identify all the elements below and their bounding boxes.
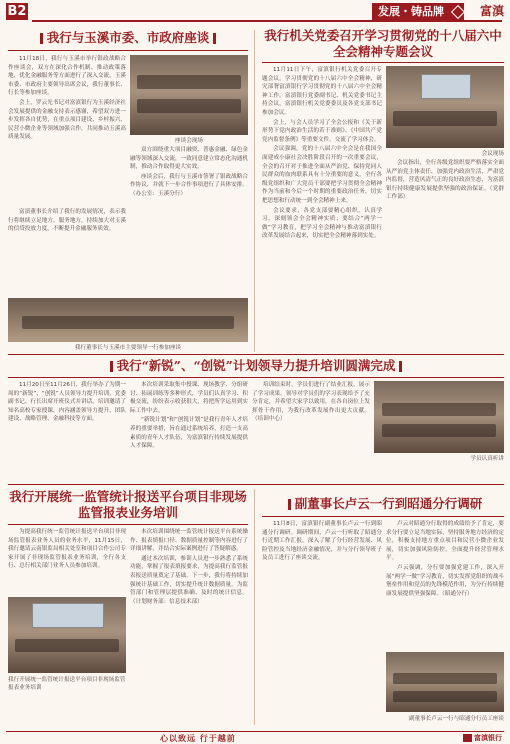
article-2-title-text: 我行机关党委召开学习贯彻党的十八届六中全会精神专题会议 xyxy=(264,28,502,59)
article-4-photo xyxy=(8,597,126,673)
article-1-col-1b xyxy=(8,208,126,298)
article-4-photo-caption: 我行开展统一监管统计报送平台项目非现场监管报表业务培训 xyxy=(8,677,126,691)
article-2-para-5: 会议指出，全行各级党组织要严格落实全面从严治党主体责任，加强党内政治生活，严肃党内监督，营造风清气正的良好政治生态，为富滇银行持续健康发展提供坚强的政治保证。（党群工作部） xyxy=(386,160,504,201)
section-label: 发展・铸品牌 xyxy=(372,3,450,20)
article-1-photo-1-caption: 座谈会现场 xyxy=(175,138,203,144)
article-3-title xyxy=(8,358,504,374)
article-3-para-4: 培训结束时，学员们进行了结业汇报，展示了学习成果。领导对学员们的学习表现给予了充分肯定，并希望大家学以致用，在各自岗位上发挥骨干作用，为我行改革发展作出更大贡献。（培训中心） xyxy=(252,382,370,423)
page-header xyxy=(0,0,510,24)
column-divider-2 xyxy=(254,489,255,725)
article-1-photo-2-caption: 我行董事长与玉溪市主要领导一行参加座谈 xyxy=(74,345,182,351)
title-bar-icon xyxy=(110,361,113,372)
article-3-photo xyxy=(374,381,504,453)
article-4-para-2: 本次培训围绕统一监管统计报送平台系统操作、报表填报口径、数据质量控制等内容进行了详细讲解，并结合实际案例进行了答疑解惑。 xyxy=(130,529,248,553)
article-1-title xyxy=(8,30,248,46)
article-5-photo xyxy=(386,652,504,712)
article-5-title-text: 副董事长卢云一行到昭通分行调研 xyxy=(294,496,483,511)
article-4-title-text: 我行开展统一监管统计报送平台项目非现场监管报表业务培训 xyxy=(9,489,247,520)
article-4-title xyxy=(8,489,248,521)
article-2-para-2: 会上，与会人员学习了全会公报和《关于新形势下党内政治生活的若干准则》、《中国共产党党内监督条例》等重要文件，交流了学习体会。 xyxy=(262,119,382,143)
footer-rule xyxy=(6,731,504,732)
article-5-para-3: 卢云强调，分行要加强党建工作，深入开展“两学一做”学习教育，切实发挥党组织的战斗堡垒作用和党员的先锋模范作用，为分行持续健康发展提供坚强保障。（昭通分行） xyxy=(386,564,504,597)
article-3-rule xyxy=(8,377,504,378)
article-1-para-1: 11月18日，我行与玉溪市举行银政战略合作座谈会，双方在深化合作机制、推动政策落地、优化金融服务等方面进行了深入交流。玉溪市委、市政府主要领导出席会议，我行董事长、行长等参加座谈。 xyxy=(8,56,126,97)
article-1-para-5: 座谈会后，我行与玉溪市签署了银政战略合作协议，并就下一步合作事项进行了具体安排。（办公室：玉溪分行） xyxy=(130,173,248,197)
article-4-para-3: 通过本次培训，参训人员进一步熟悉了系统功能，掌握了报表填报要求，为提高我行监管报表报送质量奠定了基础。下一步，我行将持续加强统计基础工作，切实提升统计数据质量，为监管部门和管理层提供准确、及时的统计信息。（计划财务部：信息技术部） xyxy=(130,555,248,605)
article-2-title xyxy=(262,28,504,60)
article-1-title-text: 我行与玉溪市委、市政府座谈 xyxy=(46,30,210,45)
article-3-para-3: “新锐计划”和“创锐计划”是我行青年人才培养的重要举措，旨在通过系统培养，打造一支高素质的青年人才队伍，为富滇银行持续发展提供人才保障。 xyxy=(130,417,248,450)
article-3-photo-caption: 学员认真听讲 xyxy=(470,456,504,462)
article-1-col-1 xyxy=(8,55,126,205)
article-2-para-3: 会议强调，党的十八届六中全会是在我国全面建成小康社会决胜阶段召开的一次重要会议，全会的召开对于推进全面从严治党、保持党同人民群众的血肉联系具有十分重要的意义。全行各级党组织和广大党员干部要把学习贯彻全会精神作为当前和今后一个时期的重要政治任务，切实把思想和行动统一到全会精神上来。 xyxy=(262,146,382,204)
brand-logo-text: 富滇 xyxy=(479,4,504,18)
article-3-col-3 xyxy=(252,381,370,481)
article-4-col-1 xyxy=(8,528,126,594)
article-5-photo-caption: 副董事长卢云一行与昭通分行员工座谈 xyxy=(408,716,504,722)
title-bar-icon xyxy=(40,33,43,44)
article-1-photo-1 xyxy=(130,55,248,135)
article-1-para-2: 会上，罗云光书记对富滇银行为玉溪经济社会发展提供的金融支持表示感谢，希望双方进一步发挥各自优势，在重点项目建设、乡村振兴、民营小微企业等领域加强合作，共同推动玉溪高质量发展。 xyxy=(8,99,126,141)
title-bar-icon xyxy=(213,33,216,44)
article-3-title-text: 我行“新锐”、“创锐”计划领导力提升培训圆满完成 xyxy=(116,358,396,373)
knot-icon xyxy=(450,3,464,20)
article-5-col-2 xyxy=(386,520,504,650)
article-2-col-1 xyxy=(262,66,382,352)
page-number: B2 xyxy=(7,4,27,19)
article-5-title xyxy=(262,496,504,512)
article-1-col-2 xyxy=(130,146,248,296)
article-3-col-1 xyxy=(8,381,126,481)
header-rule xyxy=(32,20,502,22)
title-bar-icon xyxy=(288,499,291,510)
article-5-para-2: 卢云对昭通分行取得的成绩给予了肯定，要求分行要立足当地实际，坚持服务地方经济的定位，积极支持地方重点项目和民营小微企业发展，切实加强风险防控，全面提升经营管理水平。 xyxy=(386,521,504,562)
article-1-rule xyxy=(8,50,248,51)
page-footer xyxy=(0,730,510,744)
footer-slogan: 心以致远 行于越前 xyxy=(160,734,236,743)
article-2-photo xyxy=(386,66,504,148)
title-bar-icon xyxy=(399,361,402,372)
section-rule-2 xyxy=(8,484,504,485)
article-5-rule xyxy=(262,516,504,517)
article-4-para-1: 为提高我行统一监管统计报送平台项目非现场监管报表业务人员的业务水平，11月15日，我行邀请云南银监局相关处室和项目合作公司专家开展了非现场监管报表业务培训，全行各支行、总行相关部门业务人员参加培训。 xyxy=(8,529,126,570)
article-2-para-4: 会议要求，各党支部要精心组织，认真学习，深刻领会全会精神实质；要结合“两学一做”学习教育，把学习全会精神与推动富滇银行改革发展结合起来，切实把全会精神落到实处。 xyxy=(262,207,382,240)
section-rule-1 xyxy=(8,354,504,355)
article-1-para-3: 富滇董事长介绍了我行的发展情况，表示我行将继续立足地方、服务地方，持续加大对玉溪的信贷投放力度，不断提升金融服务质效。 xyxy=(8,209,126,233)
article-2-photo-caption: 会议现场 xyxy=(481,151,504,157)
article-1-para-4: 双方围绕重大项目融资、普惠金融、绿色金融等领域深入交流，一致同意建立常态化沟通机制，推动合作取得更大实效。 xyxy=(130,147,248,171)
article-2-para-1: 11月11日下午，富滇银行机关党委召开专题会议，学习贯彻党的十八届六中全会精神，研究部署富滇银行学习贯彻党的十八届六中全会精神工作。富滇银行党委副书记、机关党委书记主持会议，富滇银行机关党委委员及各党支部书记参加会议。 xyxy=(262,67,382,116)
bank-logo xyxy=(463,733,502,743)
article-4-col-2 xyxy=(130,528,248,724)
article-1-photo-2 xyxy=(8,298,248,342)
bank-name: 富滇银行 xyxy=(474,734,502,742)
article-2-col-2 xyxy=(386,159,504,352)
article-3-col-2 xyxy=(130,381,248,481)
article-2-rule xyxy=(262,62,504,63)
bank-logo-icon xyxy=(463,734,472,742)
article-3-para-1: 11月20日至11月26日，我行举办了为期一周的“新锐”、“创锐”人员领导力提升培训，党委副书记、行长出席开班仪式并讲话。培训邀请了知名高校专家授课，内容涵盖领导力提升、团队建设、战略管理、金融科技等方面。 xyxy=(8,382,126,423)
article-4-rule xyxy=(8,524,248,525)
article-5-col-1 xyxy=(262,520,382,650)
column-divider xyxy=(254,30,255,352)
article-3-para-2: 本次培训采取集中授课、现场教学、分组研讨、拓展训练等多种形式，学员们认真学习、积极交流，纷纷表示收获很大，将把所学运用到实际工作中去。 xyxy=(130,382,248,414)
article-5-para-1: 11月8日，富滇银行副董事长卢云一行到昭通分行调研。调研期间，卢云一行听取了昭通分行近期工作汇报，深入了解了分行经营发展、风险管控及当地经济金融情况，并与分行领导班子及员工进行了座谈交流。 xyxy=(262,521,382,562)
